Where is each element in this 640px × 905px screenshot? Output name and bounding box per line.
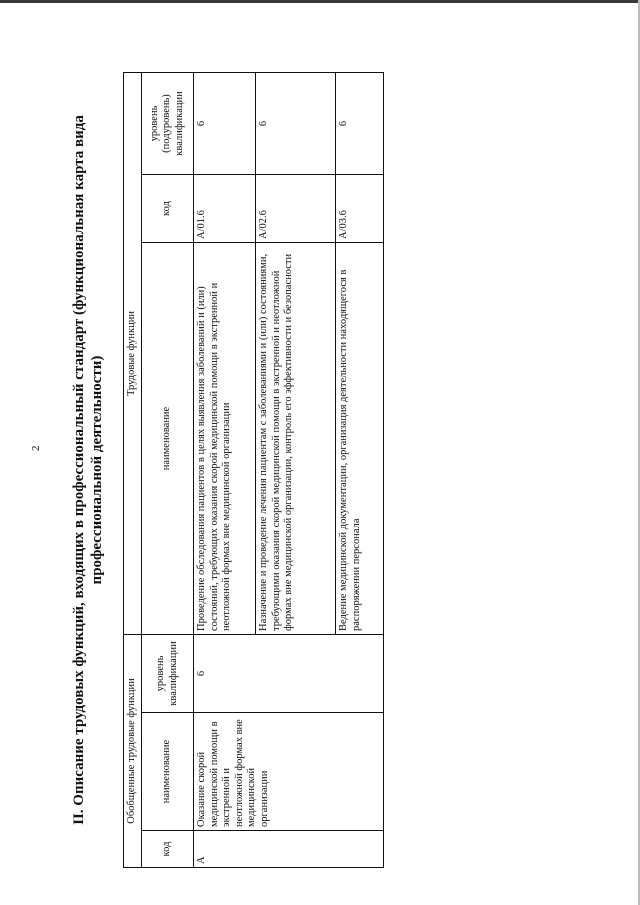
labor-function-name: Ведение медицинской документации, организация деятельности находящегося в распоряжении персонала <box>336 243 384 635</box>
labor-functions-header: Трудовые функции <box>124 72 142 634</box>
table-row <box>194 72 256 867</box>
labor-function-level: 6 <box>194 72 256 174</box>
labor-function-code: A/01.6 <box>194 175 256 243</box>
col-header-gen-code: код <box>142 831 194 868</box>
col-header-lab-code: код <box>142 175 194 243</box>
gen-function-code: А <box>194 831 384 868</box>
col-header-lab-level: уровень (подуровень) квалификации <box>142 72 194 174</box>
col-header-lab-name: наименование <box>142 243 194 635</box>
section-heading-line1: II. Описание трудовых функций, входящих в профессиональный стандарт (функциональная карта вида <box>71 115 87 825</box>
scan-edge-top <box>0 0 640 3</box>
rotated-page-content <box>70 65 590 875</box>
generalized-functions-header: Обобщенные трудовые функции <box>124 635 142 868</box>
gen-function-name: Оказание скорой медицинской помощи в экстренной и неотложной формах вне медицинской организации <box>194 713 384 831</box>
col-header-gen-level: уровень квалификации <box>142 635 194 713</box>
section-heading-line2: профессиональной деятельности) <box>89 355 105 585</box>
labor-function-code: A/02.6 <box>256 175 336 243</box>
functional-map-table <box>123 72 384 868</box>
labor-function-name: Назначение и проведение лечения пациентам с заболеваниями и (или) состояниями, требующими оказания скорой медицинской помощи в экстренной и неотложной формах вне медицинской организации, контроль его эффективности и безопасности <box>256 243 336 635</box>
labor-function-code: A/03.6 <box>336 175 384 243</box>
labor-function-level: 6 <box>256 72 336 174</box>
col-header-gen-name: наименование <box>142 713 194 831</box>
gen-function-level: 6 <box>194 635 384 713</box>
labor-function-name: Проведение обследования пациентов в целях выявления заболеваний и (или) состояний, требующих оказания скорой медицинской помощи в экстренной и неотложной формах вне медицинской организации <box>194 243 256 635</box>
page-number: 2 <box>30 445 42 451</box>
labor-function-level: 6 <box>336 72 384 174</box>
